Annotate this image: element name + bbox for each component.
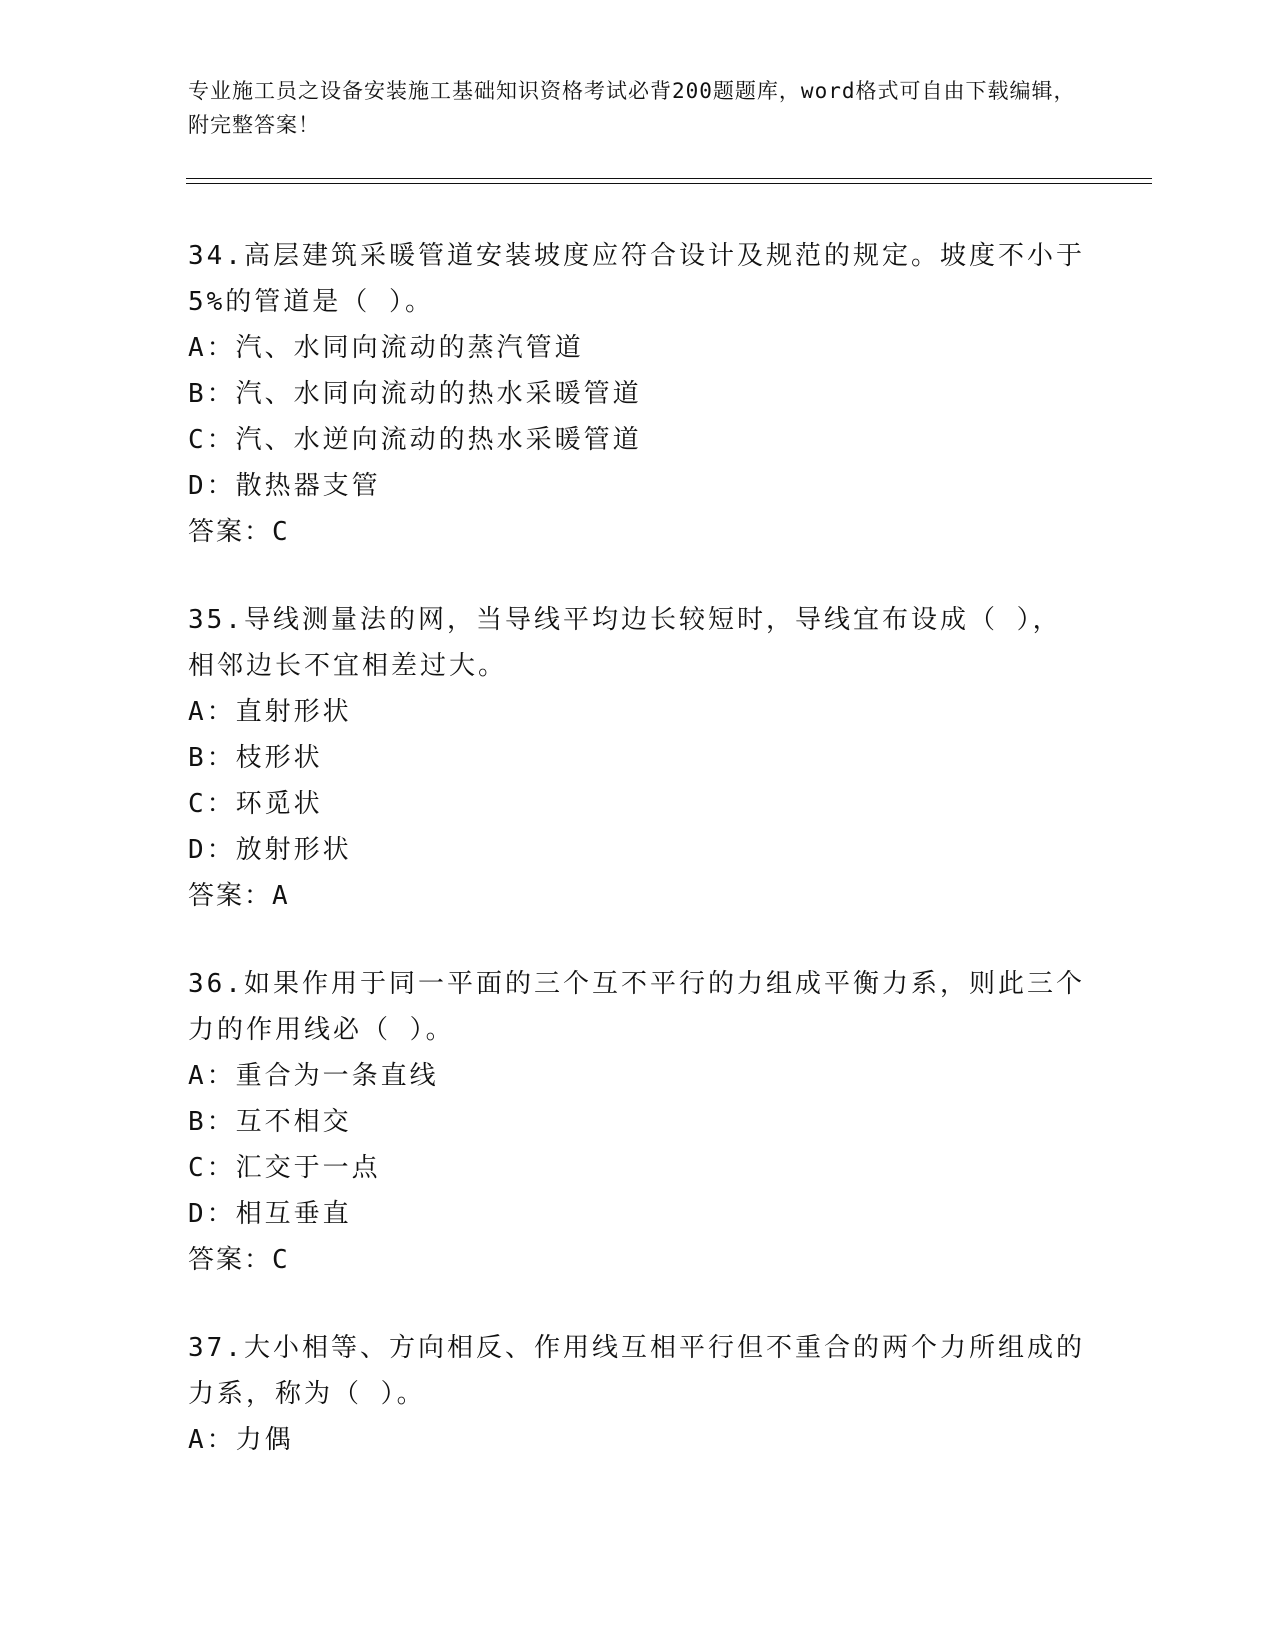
question-stem: 35.导线测量法的网，当导线平均边长较短时，导线宜布设成（ ），相邻边长不宜相差过大。 [188,605,1062,681]
answer: 答案：C [188,517,290,547]
option-b: B：枝形状 [188,743,323,773]
option-c: C：环觅状 [188,789,323,819]
option-a: A：直射形状 [188,697,352,727]
document-header: 专业施工员之设备安装施工基础知识资格考试必背200题题库，word格式可自由下载编辑，附完整答案！ [188,79,1076,137]
question-stem: 37.大小相等、方向相反、作用线互相平行但不重合的两个力所组成的力系，称为（ ）。 [188,1333,1085,1409]
option-d: D：放射形状 [188,835,352,865]
option-d: D：散热器支管 [188,471,381,501]
header-divider-bottom [186,183,1152,184]
option-a: A：重合为一条直线 [188,1061,439,1091]
question-stem: 36.如果作用于同一平面的三个互不平行的力组成平衡力系，则此三个力的作用线必（ ）。 [188,969,1085,1045]
option-b: B：汽、水同向流动的热水采暖管道 [188,379,642,409]
header-divider-top [186,178,1152,179]
option-a: A：汽、水同向流动的蒸汽管道 [188,333,584,363]
answer: 答案：A [188,881,290,911]
option-c: C：汽、水逆向流动的热水采暖管道 [188,425,642,455]
option-d: D：相互垂直 [188,1199,352,1229]
question-34 [188,233,1088,555]
question-37 [188,1325,1088,1463]
question-35 [188,597,1088,919]
answer: 答案：C [188,1245,290,1275]
option-b: B：互不相交 [188,1107,352,1137]
option-a: A：力偶 [188,1425,294,1455]
question-stem: 34.高层建筑采暖管道安装坡度应符合设计及规范的规定。坡度不小于5%的管道是（ ）。 [188,241,1085,317]
option-c: C：汇交于一点 [188,1153,381,1183]
question-36 [188,961,1088,1283]
